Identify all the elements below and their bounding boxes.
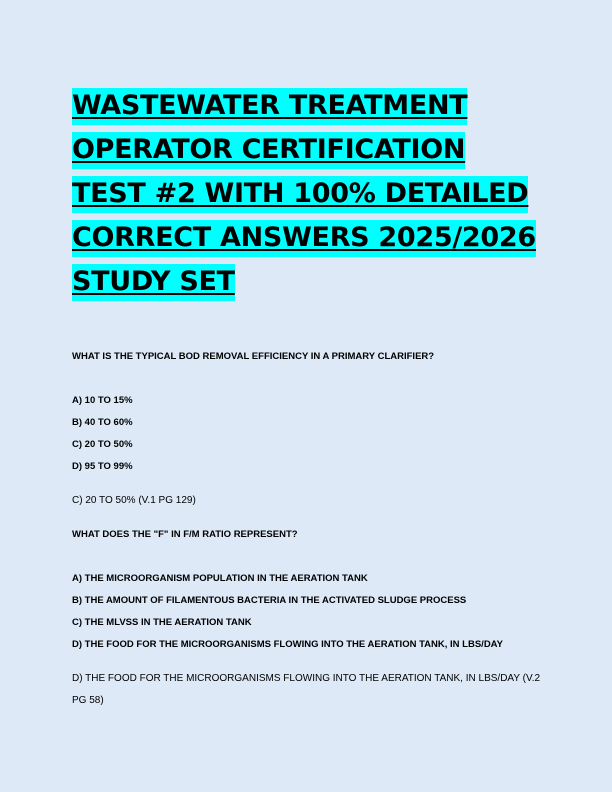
title-line-4: CORRECT ANSWERS 2025/2026 bbox=[72, 220, 536, 257]
title-line-2: OPERATOR CERTIFICATION bbox=[72, 132, 465, 169]
question-2-option-c: C) THE MLVSS IN THE AERATION TANK bbox=[72, 617, 252, 628]
question-2-option-a: A) THE MICROORGANISM POPULATION IN THE AERATION TANK bbox=[72, 573, 368, 584]
title-line-1: WASTEWATER TREATMENT bbox=[72, 88, 467, 125]
question-2-option-b: B) THE AMOUNT OF FILAMENTOUS BACTERIA IN THE ACTIVATED SLUDGE PROCESS bbox=[72, 595, 467, 606]
question-1-answer: C) 20 TO 50% (V.1 PG 129) bbox=[72, 495, 196, 506]
title-line-3: TEST #2 WITH 100% DETAILED bbox=[72, 176, 528, 213]
question-1-option-a: A) 10 TO 15% bbox=[72, 395, 133, 406]
question-1-option-b: B) 40 TO 60% bbox=[72, 417, 133, 428]
question-1-option-d: D) 95 TO 99% bbox=[72, 461, 133, 472]
question-1-text: WHAT IS THE TYPICAL BOD REMOVAL EFFICIENCY IN A PRIMARY CLARIFIER? bbox=[72, 351, 435, 362]
title-line-5: STUDY SET bbox=[72, 264, 235, 301]
question-2-text: WHAT DOES THE "F" IN F/M RATIO REPRESENT? bbox=[72, 529, 298, 540]
question-2-option-d: D) THE FOOD FOR THE MICROORGANISMS FLOWING INTO THE AERATION TANK, IN LBS/DAY bbox=[72, 639, 504, 650]
question-2-answer: D) THE FOOD FOR THE MICROORGANISMS FLOWING INTO THE AERATION TANK, IN LBS/DAY (V.2 PG 58) bbox=[72, 673, 541, 706]
document-title bbox=[72, 84, 552, 304]
question-1-option-c: C) 20 TO 50% bbox=[72, 439, 133, 450]
